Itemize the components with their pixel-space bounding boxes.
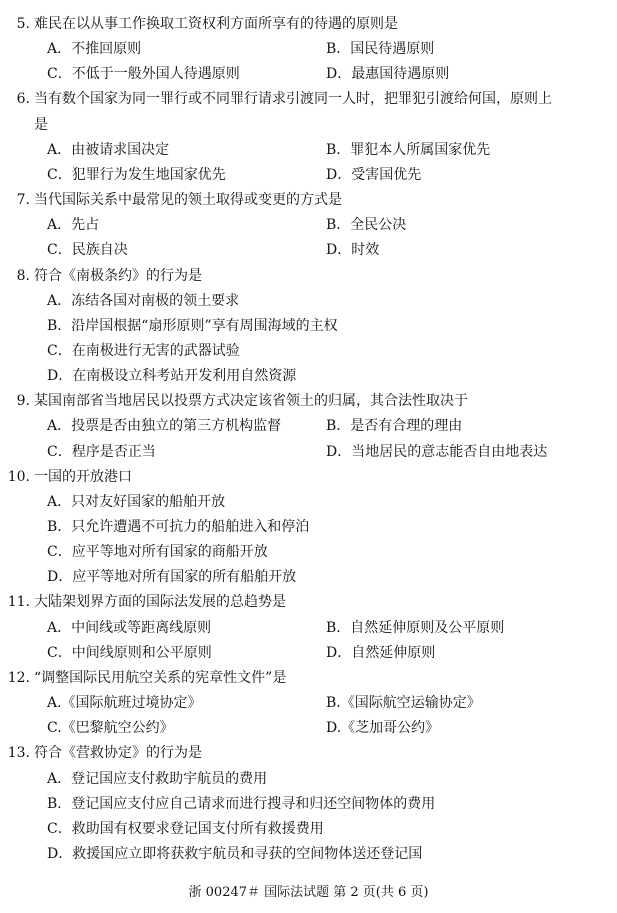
page-footer: 浙 00247＃ 国际法试题 第 2 页(共 6 页) [188, 885, 429, 900]
question-stem-line [0, 667, 617, 689]
option-row [0, 793, 617, 815]
option-row [0, 139, 617, 161]
question-stem-line [0, 189, 617, 211]
question-stem-line [0, 591, 617, 613]
option-row [0, 164, 617, 186]
option-text: A．中间线或等距离线原则 [47, 619, 212, 636]
option-row [0, 290, 617, 312]
option-text: D．当地居民的意志能否自由地表达 [326, 443, 548, 460]
option-text: B．罪犯本人所属国家优先 [326, 141, 491, 158]
option-text: A.《国际航班过境协定》 [47, 695, 202, 711]
option-row [0, 415, 617, 437]
option-text: C．中间线原则和公平原则 [47, 644, 212, 661]
option-text: A．不推回原则 [47, 41, 142, 58]
option-text: B.《国际航空运输协定》 [326, 695, 481, 711]
question-number: 9. [16, 393, 30, 410]
option-row [0, 365, 617, 387]
option-text: A．冻结各国对南极的领土要求 [47, 292, 240, 309]
option-text: B．自然延伸原则及公平原则 [326, 619, 505, 636]
question-stem-line [0, 466, 617, 488]
option-text: A．登记国应支付救助宇航员的费用 [47, 770, 268, 787]
question-number: 7. [16, 192, 30, 208]
option-text: C．民族自决 [47, 242, 128, 259]
question-stem-line [0, 742, 617, 764]
question-stem-line [0, 114, 617, 136]
option-row [0, 617, 617, 639]
option-text: B．国民待遇原则 [326, 41, 435, 58]
question-stem: 当有数个国家为同一罪行或不同罪行请求引渡同一人时，把罪犯引渡给何国，原则上 [34, 91, 552, 108]
option-row [0, 491, 617, 513]
option-text: D.《芝加哥公约》 [326, 720, 440, 737]
question-number: 11. [7, 594, 30, 611]
question-number: 13. [7, 745, 30, 762]
option-text: C．犯罪行为发生地国家优先 [47, 166, 226, 183]
option-row [0, 642, 617, 664]
option-text: B．沿岸国根据“扇形原则”享有周围海域的主权 [47, 317, 338, 334]
question-stem-line [0, 390, 617, 412]
question-number: 8. [16, 267, 30, 284]
option-text: D．自然延伸原则 [326, 644, 436, 661]
question-number: 6. [16, 91, 30, 108]
option-text: C.《巴黎航空公约》 [47, 720, 174, 737]
option-text: C．不低于一般外国人待遇原则 [47, 66, 240, 83]
question-stem: 符合《营救协定》的行为是 [34, 745, 202, 762]
question-stem-line [0, 13, 617, 35]
option-row [0, 239, 617, 261]
option-text: C．救助国有权要求登记国支付所有救援费用 [47, 820, 324, 837]
question-stem-line [0, 265, 617, 287]
question-number: 10. [7, 468, 30, 485]
option-row [0, 63, 617, 85]
question-stem: “调整国际民用航空关系的宪章性文件”是 [34, 669, 287, 686]
option-row [0, 717, 617, 739]
option-row [0, 214, 617, 236]
option-text: D．应平等地对所有国家的所有船舶开放 [47, 569, 297, 586]
option-text: D．最惠国待遇原则 [326, 66, 450, 83]
question-stem: 难民在以从事工作换取工资权利方面所享有的待遇的原则是 [34, 16, 398, 32]
option-text: B．登记国应支付应自己请求而进行搜寻和归还空间物体的费用 [47, 795, 436, 812]
option-text: D．时效 [326, 242, 380, 259]
option-row [0, 38, 617, 60]
option-row [0, 692, 617, 714]
option-text: D．救援国应立即将获救宇航员和寻获的空间物体送还登记国 [47, 845, 423, 862]
option-text: B．全民公决 [326, 217, 407, 234]
question-stem: 一国的开放港口 [34, 468, 132, 485]
question-stem: 符合《南极条约》的行为是 [34, 267, 202, 284]
option-text: C．应平等地对所有国家的商船开放 [47, 544, 268, 561]
option-text: C．程序是否正当 [47, 443, 156, 460]
option-text: D．在南极设立科考站开发利用自然资源 [47, 368, 297, 385]
option-row [0, 768, 617, 790]
option-row [0, 818, 617, 840]
option-row [0, 441, 617, 463]
option-row [0, 541, 617, 563]
option-text: B．是否有合理的理由 [326, 418, 463, 435]
option-text: B．只允许遭遇不可抗力的船舶进入和停泊 [47, 519, 310, 535]
option-row [0, 843, 617, 865]
option-row [0, 516, 617, 538]
question-stem: 是 [34, 116, 48, 133]
option-row [0, 340, 617, 362]
option-row [0, 566, 617, 588]
question-stem: 大陆架划界方面的国际法发展的总趋势是 [34, 594, 286, 611]
option-text: C．在南极进行无害的武器试验 [47, 342, 240, 359]
question-number: 5. [16, 16, 30, 32]
question-stem: 某国南部省当地居民以投票方式决定该省领土的归属，其合法性取决于 [34, 393, 468, 410]
option-text: D．受害国优先 [326, 166, 422, 183]
question-number: 12. [7, 669, 30, 686]
option-text: A．由被请求国决定 [47, 141, 170, 158]
option-row [0, 315, 617, 337]
question-stem: 当代国际关系中最常见的领土取得或变更的方式是 [34, 192, 342, 208]
option-text: A．投票是否由独立的第三方机构监督 [47, 418, 282, 435]
option-text: A．先占 [47, 217, 100, 234]
option-text: A．只对友好国家的船舶开放 [47, 493, 226, 510]
question-stem-line [0, 88, 617, 110]
